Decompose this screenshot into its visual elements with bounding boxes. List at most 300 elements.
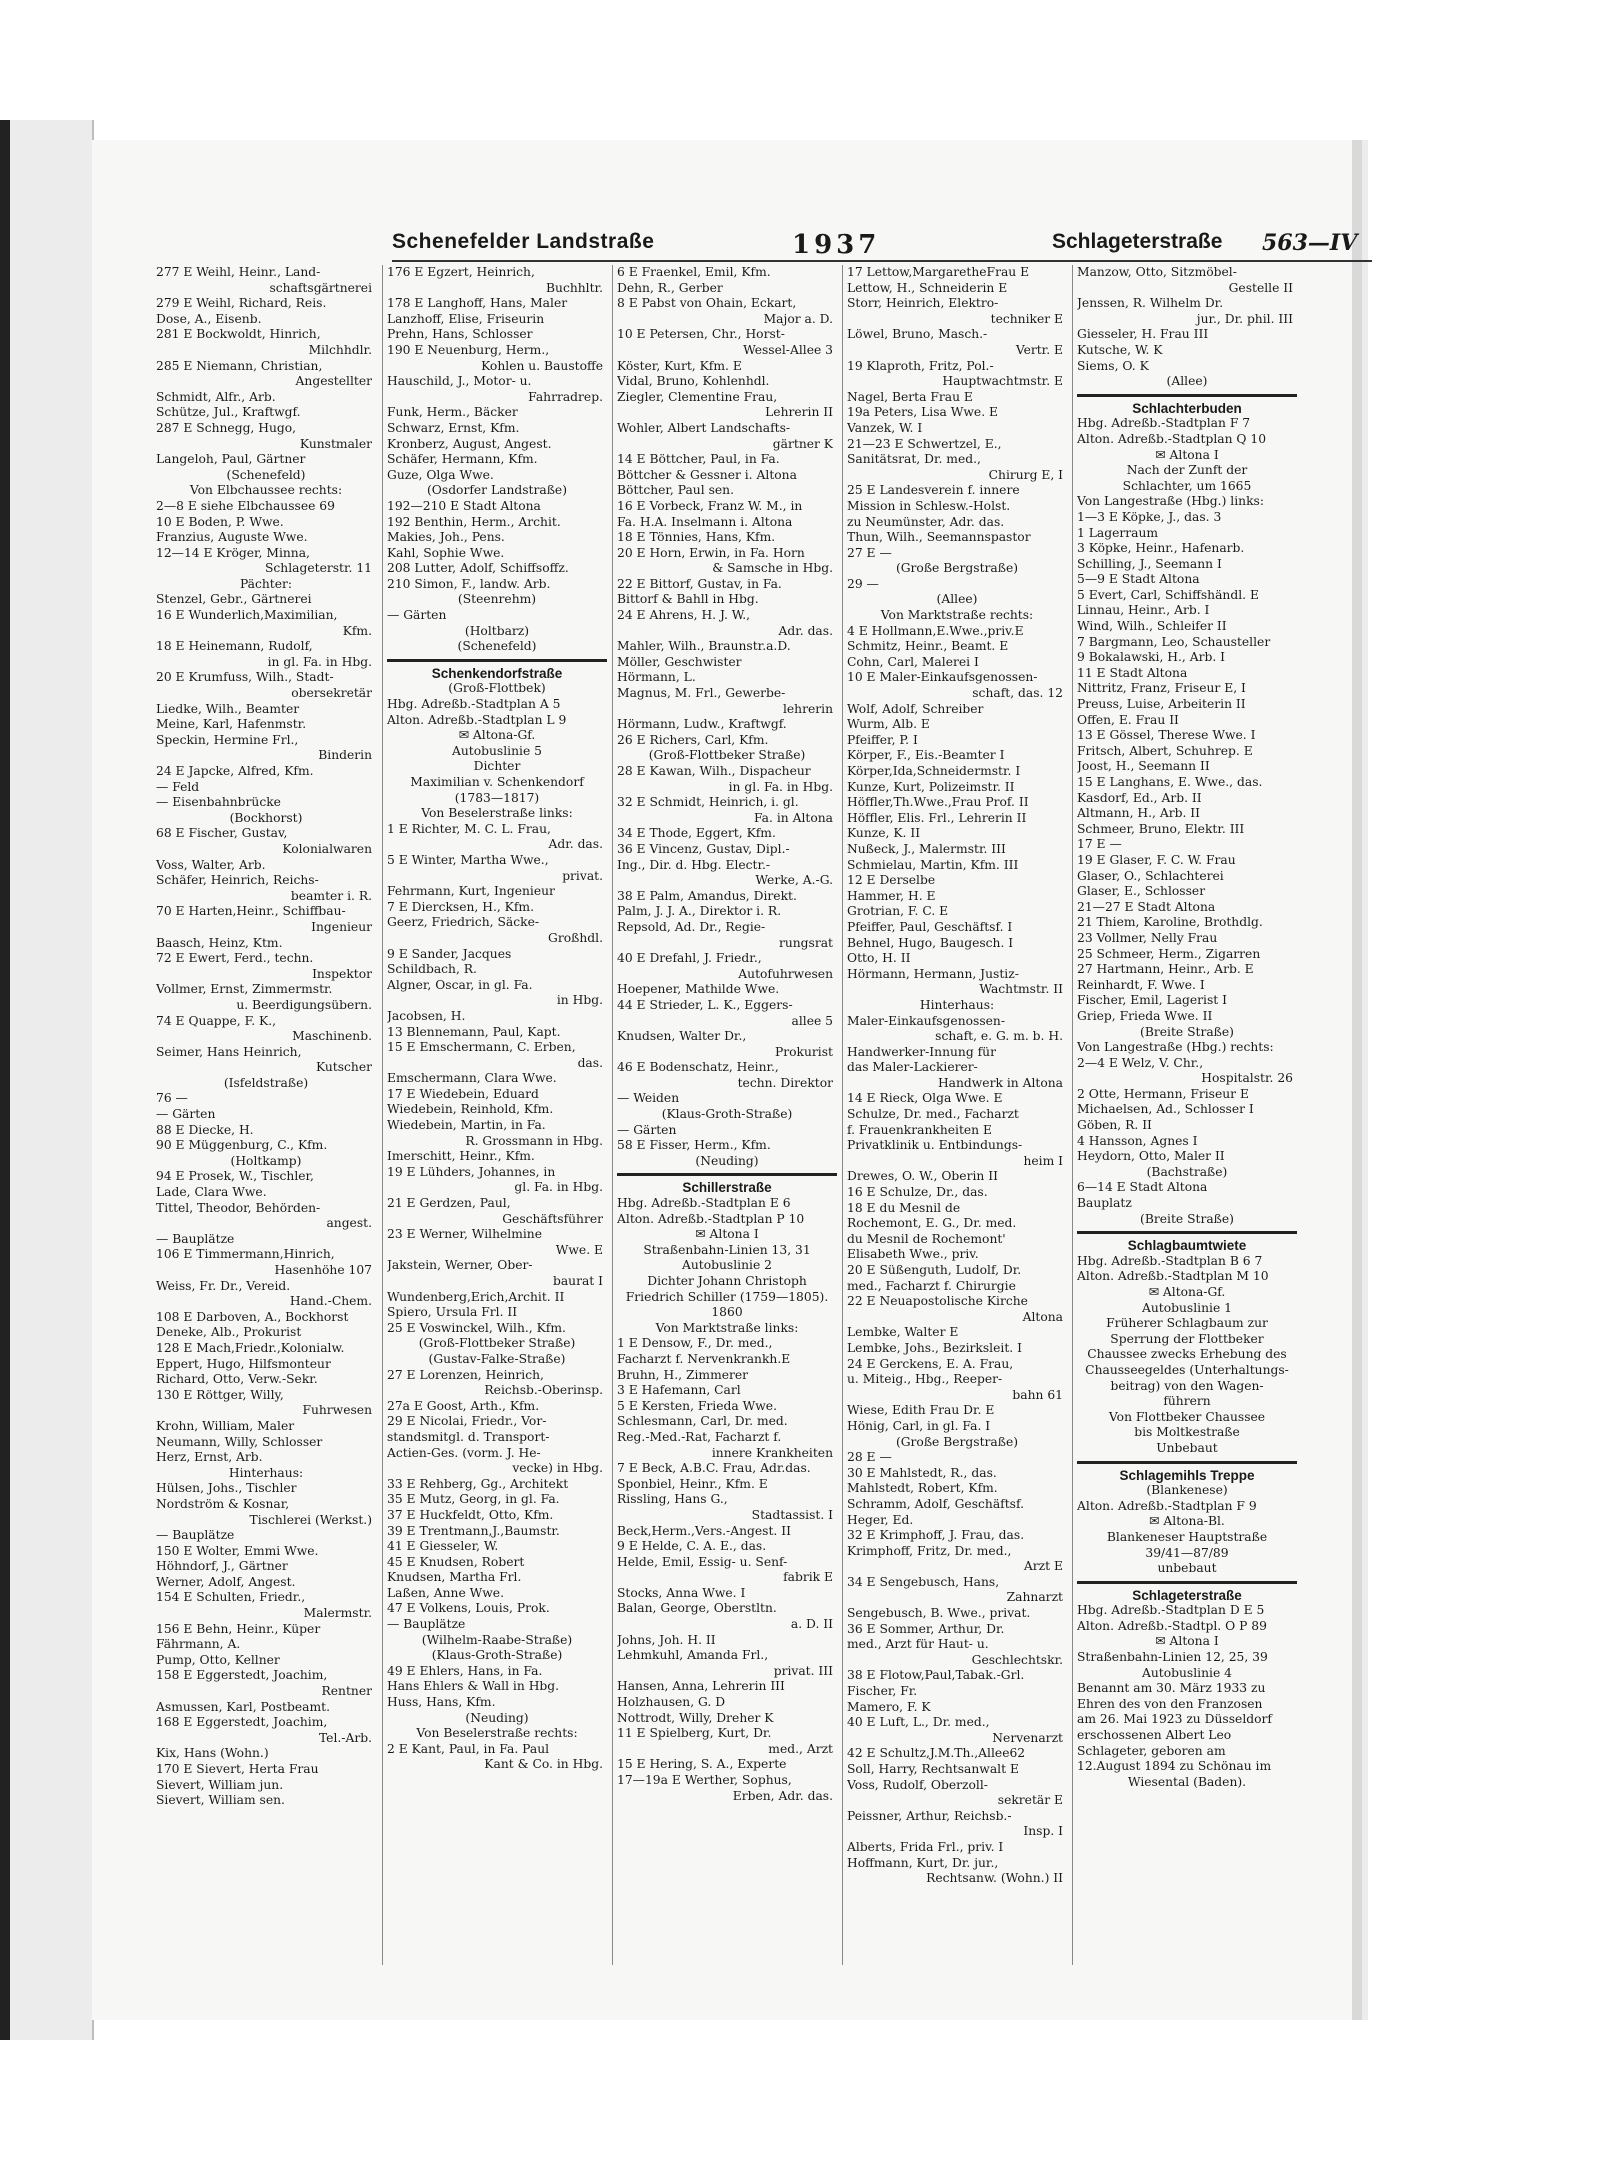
directory-line: 38 E Flotow,Paul,Tabak.-Grl. xyxy=(847,1668,1025,1683)
directory-line: Manzow, Otto, Sitzmöbel- xyxy=(1077,265,1237,279)
directory-line: (Steenrehm) xyxy=(457,592,537,607)
directory-line: unbebaut xyxy=(1157,1561,1217,1576)
directory-line: (Klaus-Groth-Straße) xyxy=(661,1107,793,1122)
directory-line: 9 E Helde, C. A. E., das. xyxy=(617,1539,767,1554)
directory-line: 74 E Quappe, F. K., xyxy=(156,1013,277,1028)
binding-shadow xyxy=(0,120,10,2040)
directory-line: Alton. Adreßb.-Stadtplan M 10 xyxy=(1077,1269,1269,1284)
directory-line: 210 Simon, F., landw. Arb. xyxy=(387,576,551,591)
directory-line: 21—23 E Schwertzel, E., xyxy=(847,436,1002,451)
header-street-from: Schenefelder Landstraße xyxy=(392,230,655,253)
directory-line: Von Marktstraße rechts: xyxy=(880,608,1034,623)
directory-line: Knudsen, Walter Dr., xyxy=(617,1029,747,1044)
directory-line: heim I xyxy=(1023,1153,1063,1168)
directory-line: — Gärten xyxy=(617,1122,677,1137)
directory-line: Huss, Hans, Kfm. xyxy=(387,1695,496,1710)
directory-line: allee 5 xyxy=(791,1013,833,1028)
directory-line: (Neuding) xyxy=(695,1153,759,1168)
directory-line: Hinterhaus: xyxy=(228,1465,304,1480)
directory-line: gärtner K xyxy=(772,436,833,451)
directory-line: Kronberz, August, Angest. xyxy=(387,436,552,451)
directory-line: Handwerk in Altona xyxy=(937,1075,1063,1090)
directory-line: Ehren des von den Franzosen xyxy=(1077,1696,1263,1711)
directory-line: Beck,Herm.,Vers.-Angest. II xyxy=(617,1523,791,1538)
directory-line: privat. xyxy=(562,868,603,883)
directory-line: Wiese, Edith Frau Dr. E xyxy=(847,1403,995,1418)
directory-line: ✉ Altona I xyxy=(695,1227,759,1242)
directory-line: Arzt E xyxy=(1023,1559,1063,1574)
directory-line: Rochemont, E. G., Dr. med. xyxy=(847,1216,1017,1231)
directory-line: Großhdl. xyxy=(548,930,603,945)
directory-line: 16 E Schulze, Dr., das. xyxy=(847,1185,988,1200)
directory-line: Angestellter xyxy=(295,374,372,389)
directory-line: 34 E Sengebusch, Hans, xyxy=(847,1574,1000,1589)
directory-line: 36 E Sommer, Arthur, Dr. xyxy=(847,1621,1005,1636)
directory-line: Imerschitt, Heinr., Kfm. xyxy=(387,1149,535,1164)
directory-line: ✉ Altona-Gf. xyxy=(1148,1285,1226,1299)
directory-line: 26 E Richers, Carl, Kfm. xyxy=(617,732,769,747)
directory-line: Kutsche, W. K xyxy=(1077,342,1163,357)
directory-line: bahn 61 xyxy=(1012,1387,1063,1402)
directory-line: Fahrradrep. xyxy=(528,389,603,404)
directory-line: Nagel, Berta Frau E xyxy=(847,389,973,404)
directory-line: Thun, Wilh., Seemannspastor xyxy=(847,530,1031,545)
directory-line: Geschäftsführer xyxy=(502,1211,603,1226)
directory-line: du Mesnil de Rochemont' xyxy=(847,1231,1006,1246)
directory-line: & Samsche in Hbg. xyxy=(712,561,833,576)
directory-line: Geerz, Friedrich, Säcke- xyxy=(387,915,540,930)
directory-line: Hörmann, Hermann, Justiz- xyxy=(847,966,1019,981)
directory-line: 178 E Langhoff, Hans, Maler xyxy=(387,296,568,311)
directory-line: Wind, Wilh., Schleifer II xyxy=(1077,619,1227,634)
directory-line: Krimphoff, Fritz, Dr. med., xyxy=(847,1543,1012,1558)
directory-line: Vidal, Bruno, Kohlenhdl. xyxy=(617,374,770,389)
directory-line: Körper,Ida,Schneidermstr. I xyxy=(847,764,1021,778)
directory-line: Körper, F., Eis.-Beamter I xyxy=(847,748,1005,763)
directory-line: 176 E Egzert, Heinrich, xyxy=(387,265,535,279)
directory-line: Vanzek, W. I xyxy=(847,420,923,435)
directory-line: — Bauplätze xyxy=(156,1231,235,1246)
directory-line: Kohlen u. Baustoffe xyxy=(481,358,603,373)
directory-line: Mission in Schlesw.-Holst. xyxy=(847,498,1011,513)
directory-line: Schlachter, um 1665 xyxy=(1122,478,1252,493)
directory-line: angest. xyxy=(326,1216,372,1231)
directory-line: Offen, E. Frau II xyxy=(1077,712,1179,727)
directory-line: 8 E Pabst von Ohain, Eckart, xyxy=(617,296,797,311)
directory-line: 154 E Schulten, Friedr., xyxy=(156,1590,306,1605)
directory-line: Alton. Adreßb.-Stadtpl. O P 89 xyxy=(1077,1618,1267,1633)
directory-line: erschossenen Albert Leo xyxy=(1077,1728,1232,1743)
directory-line: 19 E Lühders, Johannes, in xyxy=(387,1164,556,1179)
directory-line: 25 E Voswinckel, Wilh., Kfm. xyxy=(387,1320,566,1335)
directory-line: Holzhausen, G. D xyxy=(617,1695,726,1710)
header-page-number: 563—IV xyxy=(1262,230,1358,256)
directory-line: Binderin xyxy=(318,748,372,763)
directory-line: 158 E Eggerstedt, Joachim, xyxy=(156,1668,328,1683)
directory-line: Knudsen, Martha Frl. xyxy=(387,1570,522,1585)
directory-line: 279 E Weihl, Richard, Reis. xyxy=(156,296,327,311)
directory-line: Wessel-Allee 3 xyxy=(743,342,833,357)
directory-line: Möller, Geschwister xyxy=(617,654,742,669)
directory-line: Schmidt, Alfr., Arb. xyxy=(156,389,276,404)
directory-line: Mahlstedt, Robert, Kfm. xyxy=(847,1481,998,1496)
directory-line: Höffler, Elis. Frl., Lehrerin II xyxy=(847,810,1027,825)
directory-line: Autofuhrwesen xyxy=(738,966,833,981)
column-2 xyxy=(382,265,607,1965)
directory-line: Lembke, Walter E xyxy=(847,1325,959,1340)
directory-line: führern xyxy=(1163,1394,1211,1409)
directory-line: Fischer, Emil, Lagerist I xyxy=(1077,993,1228,1008)
directory-line: gl. Fa. in Hbg. xyxy=(514,1180,603,1195)
directory-line: u. Miteig., Hbg., Reeper- xyxy=(847,1372,1003,1387)
directory-line: 44 E Strieder, L. K., Eggers- xyxy=(617,997,793,1012)
directory-line: Schlageterstr. 11 xyxy=(265,561,372,576)
directory-line: 192 Benthin, Herm., Archit. xyxy=(387,514,561,529)
directory-line: innere Krankheiten xyxy=(711,1445,833,1460)
directory-line: sekretär E xyxy=(997,1793,1063,1808)
directory-line: Giesseler, H. Frau III xyxy=(1077,327,1209,342)
directory-line: 24 E Ahrens, H. J. W., xyxy=(617,608,751,623)
directory-line: 22 E Neuapostolische Kirche xyxy=(847,1294,1028,1309)
directory-line: Sengebusch, B. Wwe., privat. xyxy=(847,1606,1031,1621)
directory-line: Fritsch, Albert, Schuhrep. E xyxy=(1077,743,1253,758)
directory-line: Geschlechtskr. xyxy=(971,1652,1063,1667)
directory-line: 58 E Fisser, Herm., Kfm. xyxy=(617,1138,771,1153)
directory-line: 27a E Goost, Arth., Kfm. xyxy=(387,1398,540,1413)
directory-line: 1 E Densow, F., Dr. med., xyxy=(617,1336,773,1351)
directory-line: Fa. H.A. Inselmann i. Altona xyxy=(617,514,793,529)
directory-line: 27 E Lorenzen, Heinrich, xyxy=(387,1367,544,1382)
directory-line: Stocks, Anna Wwe. I xyxy=(617,1585,746,1600)
directory-line: Soll, Harry, Rechtsanwalt E xyxy=(847,1762,1019,1776)
directory-line: 12.August 1894 zu Schönau im xyxy=(1077,1759,1272,1774)
directory-line: Erben, Adr. das. xyxy=(732,1788,833,1803)
directory-line: Asmussen, Karl, Postbeamt. xyxy=(156,1699,330,1714)
directory-line: — Eisenbahnbrücke xyxy=(156,795,281,810)
directory-line: (Groß-Flottbeker Straße) xyxy=(418,1336,576,1351)
directory-line: Langeloh, Paul, Gärtner xyxy=(156,452,306,467)
directory-line: obersekretär xyxy=(291,686,372,701)
header-street-to: Schlageterstraße xyxy=(1052,230,1223,253)
directory-line: Kasdorf, Ed., Arb. II xyxy=(1077,790,1202,805)
directory-line: (Gustav-Falke-Straße) xyxy=(428,1351,566,1366)
directory-line: 33 E Rehberg, Gg., Architekt xyxy=(387,1476,569,1491)
directory-line: 41 E Giesseler, W. xyxy=(387,1539,499,1554)
directory-line: 19a Peters, Lisa Wwe. E xyxy=(847,405,998,420)
directory-line: Palm, J. J. A., Direktor i. R. xyxy=(617,904,782,919)
directory-line: Johns, Joh. H. II xyxy=(617,1632,716,1647)
directory-line: (Große Bergstraße) xyxy=(895,1434,1019,1449)
directory-line: med., Arzt xyxy=(768,1741,833,1756)
directory-page xyxy=(92,140,1362,2020)
directory-line: Kix, Hans (Wohn.) xyxy=(156,1746,269,1761)
directory-line: Inspektor xyxy=(312,966,372,981)
directory-line: Magnus, M. Frl., Gewerbe- xyxy=(617,686,786,701)
directory-line: 35 E Mutz, Georg, in gl. Fa. xyxy=(387,1492,560,1507)
directory-line: in gl. Fa. in Hbg. xyxy=(728,779,833,794)
header-rule xyxy=(392,260,1372,262)
directory-line: 16 E Wunderlich,Maximilian, xyxy=(156,608,338,623)
directory-line: 76 — xyxy=(156,1091,188,1106)
directory-line: Hoepener, Mathilde Wwe. xyxy=(617,982,780,997)
directory-line: Kahl, Sophie Wwe. xyxy=(387,545,505,560)
directory-line: Actien-Ges. (vorm. J. He- xyxy=(387,1445,541,1460)
directory-line: Hönig, Carl, in gl. Fa. I xyxy=(847,1418,991,1433)
directory-line: 4 E Hollmann,E.Wwe.,priv.E xyxy=(847,623,1024,638)
directory-line: Schmitz, Heinr., Beamt. E xyxy=(847,639,1009,654)
directory-line: Weiss, Fr. Dr., Vereid. xyxy=(156,1278,291,1293)
directory-line: 20 E Krumfuss, Wilh., Stadt- xyxy=(156,670,334,685)
directory-line: Höhndorf, J., Gärtner xyxy=(156,1559,288,1574)
directory-line: 2—8 E siehe Elbchaussee 69 xyxy=(156,498,335,513)
street-heading: Schlagbaumtwiete xyxy=(1077,1231,1297,1254)
directory-line: Hammer, H. E xyxy=(847,888,936,903)
directory-line: zu Neumünster, Adr. das. xyxy=(847,514,1005,529)
directory-line: Lanzhoff, Elise, Friseurin xyxy=(387,311,545,326)
directory-line: 281 E Bockwoldt, Hinrich, xyxy=(156,327,321,342)
directory-line: 18 E Heinemann, Rudolf, xyxy=(156,639,313,654)
directory-line: 11 E Spielberg, Kurt, Dr. xyxy=(617,1726,772,1741)
directory-line: Wiedebein, Reinhold, Kfm. xyxy=(387,1102,554,1117)
directory-line: Schmeer, Bruno, Elektr. III xyxy=(1077,821,1245,836)
directory-line: 23 E Werner, Wilhelmine xyxy=(387,1227,542,1242)
directory-line: 21 E Gerdzen, Paul, xyxy=(387,1196,511,1211)
directory-line: Unbebaut xyxy=(1156,1440,1218,1455)
directory-line: (Breite Straße) xyxy=(1140,1211,1234,1226)
directory-line: Schlageter, geboren am xyxy=(1077,1743,1226,1758)
directory-line: 18 E Tönnies, Hans, Kfm. xyxy=(617,530,776,545)
directory-line: das Maler-Lackierer- xyxy=(847,1060,978,1075)
directory-line: Laßen, Anne Wwe. xyxy=(387,1585,504,1600)
directory-line: in Hbg. xyxy=(556,993,603,1008)
directory-line: Autobuslinie 5 xyxy=(452,743,542,758)
directory-line: 208 Lutter, Adolf, Schiffsoffz. xyxy=(387,561,569,576)
directory-line: 15 E Emschermann, C. Erben, xyxy=(387,1040,576,1055)
column-5 xyxy=(1072,265,1297,1965)
directory-line: 22 E Bittorf, Gustav, in Fa. xyxy=(617,576,782,591)
directory-line: Benannt am 30. März 1933 zu xyxy=(1077,1681,1266,1696)
directory-line: Insp. I xyxy=(1023,1824,1063,1839)
directory-line: 32 E Krimphoff, J. Frau, das. xyxy=(847,1528,1025,1543)
directory-line: Emschermann, Clara Wwe. xyxy=(387,1071,557,1086)
directory-line: — Weiden xyxy=(617,1091,680,1106)
directory-line: Wachtmstr. II xyxy=(979,982,1063,997)
directory-line: Dehn, R., Gerber xyxy=(617,280,723,295)
directory-line: 29 — xyxy=(847,576,879,591)
directory-line: Hörmann, Ludw., Kraftwgf. xyxy=(617,717,787,732)
directory-line: 23 Vollmer, Nelly Frau xyxy=(1077,930,1218,945)
directory-line: Hbg. Adreßb.-Stadtplan E 6 xyxy=(617,1196,791,1211)
directory-line: Joost, H., Seemann II xyxy=(1077,759,1210,774)
directory-line: Hinterhaus: xyxy=(919,997,995,1012)
directory-line: Hansen, Anna, Lehrerin III xyxy=(617,1679,785,1694)
directory-line: 11 E Stadt Altona xyxy=(1077,665,1188,680)
directory-line: Privatklinik u. Entbindungs- xyxy=(847,1138,1023,1153)
directory-line: Preuss, Luise, Arbeiterin II xyxy=(1077,697,1246,712)
directory-line: Krohn, William, Maler xyxy=(156,1418,295,1433)
directory-line: Hasenhöhe 107 xyxy=(274,1263,372,1277)
directory-line: Alton. Adreßb.-Stadtplan Q 10 xyxy=(1077,431,1267,446)
directory-line: Drewes, O. W., Oberin II xyxy=(847,1169,998,1184)
directory-line: 1 E Richter, M. C. L. Frau, xyxy=(387,821,551,836)
directory-line: Rissling, Hans G., xyxy=(617,1492,728,1507)
directory-line: ✉ Altona I xyxy=(1155,1634,1219,1649)
directory-line: 30 E Mahlstedt, R., das. xyxy=(847,1465,997,1480)
directory-line: Hülsen, Johs., Tischler xyxy=(156,1481,297,1496)
directory-line: Griep, Frieda Wwe. II xyxy=(1077,1008,1213,1023)
directory-line: ✉ Altona-Gf. xyxy=(458,728,536,743)
directory-line: Straßenbahn-Linien 13, 31 xyxy=(643,1242,811,1257)
directory-line: 34 E Thode, Eggert, Kfm. xyxy=(617,826,776,841)
directory-line: 12 E Derselbe xyxy=(847,873,936,888)
directory-line: Fischer, Fr. xyxy=(847,1684,918,1699)
directory-line: 2 Otte, Hermann, Friseur E xyxy=(1077,1086,1249,1101)
directory-line: Stenzel, Gebr., Gärtnerei xyxy=(156,592,312,607)
directory-line: 21—27 E Stadt Altona xyxy=(1077,899,1216,914)
directory-line: ✉ Altona-Bl. xyxy=(1149,1514,1225,1529)
directory-line: Glaser, O., Schlachterei xyxy=(1077,868,1224,883)
directory-line: 17—19a E Werther, Sophus, xyxy=(617,1773,792,1787)
directory-line: Alton. Adreßb.-Stadtplan P 10 xyxy=(617,1211,805,1226)
directory-line: 45 E Knudsen, Robert xyxy=(387,1554,525,1569)
directory-line: Kunstmaler xyxy=(299,436,372,451)
directory-line: Autobuslinie 1 xyxy=(1142,1300,1232,1315)
directory-line: beitrag) von den Wagen- xyxy=(1110,1378,1264,1393)
directory-line: 9 E Sander, Jacques xyxy=(387,946,512,961)
directory-line: 40 E Drefahl, J. Friedr., xyxy=(617,951,762,966)
directory-line: Seimer, Hans Heinrich, xyxy=(156,1044,302,1059)
directory-line: 16 E Vorbeck, Franz W. M., in xyxy=(617,498,803,513)
directory-line: 15 E Langhans, E. Wwe., das. xyxy=(1077,775,1263,789)
directory-line: Sievert, William jun. xyxy=(156,1777,284,1792)
directory-line: (Holtbarz) xyxy=(464,623,530,638)
directory-line: (Breite Straße) xyxy=(1140,1024,1234,1039)
directory-line: schaft, das. 12 xyxy=(972,686,1063,701)
directory-line: ✉ Altona I xyxy=(1155,447,1219,462)
directory-line: Kant & Co. in Hbg. xyxy=(484,1757,603,1772)
directory-line: 12—14 E Kröger, Minna, xyxy=(156,545,310,560)
directory-line: Ziegler, Clementine Frau, xyxy=(617,389,778,404)
directory-line: 13 Blennemann, Paul, Kapt. xyxy=(387,1024,561,1039)
directory-line: Göben, R. II xyxy=(1077,1118,1152,1133)
column-4 xyxy=(842,265,1067,1965)
directory-line: Makies, Joh., Pens. xyxy=(387,530,505,545)
directory-line: (Holtkamp) xyxy=(230,1153,302,1168)
directory-line: Werner, Adolf, Angest. xyxy=(156,1574,296,1589)
directory-line: 5—9 E Stadt Altona xyxy=(1077,572,1200,587)
directory-line: Hauschild, J., Motor- u. xyxy=(387,374,532,389)
directory-line: Alberts, Frida Frl., priv. I xyxy=(847,1839,1004,1854)
directory-line: (Große Bergstraße) xyxy=(895,561,1019,576)
directory-line: Lettow, H., Schneiderin E xyxy=(847,280,1008,295)
directory-line: 20 E Horn, Erwin, in Fa. Horn xyxy=(617,545,805,560)
directory-line: 27 E — xyxy=(847,545,892,560)
directory-line: in gl. Fa. in Hbg. xyxy=(267,654,372,669)
directory-line: Fuhrwesen xyxy=(302,1403,372,1418)
directory-line: Schilling, J., Seemann I xyxy=(1077,556,1222,571)
directory-line: Hauptwachtmstr. E xyxy=(942,374,1063,389)
directory-line: 285 E Niemann, Christian, xyxy=(156,358,323,373)
directory-line: Schwarz, Ernst, Kfm. xyxy=(387,420,520,435)
directory-line: Siems, O. K xyxy=(1077,358,1149,373)
directory-line: Von Beselerstraße rechts: xyxy=(416,1726,578,1741)
directory-line: Alton. Adreßb.-Stadtplan F 9 xyxy=(1077,1498,1257,1513)
directory-line: Sanitätsrat, Dr. med., xyxy=(847,452,981,467)
directory-line: Werke, A.-G. xyxy=(755,873,833,888)
directory-line: Mahler, Wilh., Braunstr.a.D. xyxy=(617,639,791,654)
directory-line: Deneke, Alb., Prokurist xyxy=(156,1325,302,1340)
directory-line: Eppert, Hugo, Hilfsmonteur xyxy=(156,1356,331,1371)
directory-line: Linnau, Heinr., Arb. I xyxy=(1077,603,1210,618)
directory-line: Höffler,Th.Wwe.,Frau Prof. II xyxy=(847,795,1029,810)
directory-line: (Groß-Flottbeker Straße) xyxy=(648,748,806,763)
directory-line: Schäfer, Hermann, Kfm. xyxy=(387,452,538,467)
directory-line: Nußeck, J., Malermstr. III xyxy=(847,841,1006,856)
directory-line: 4 Hansson, Agnes I xyxy=(1077,1133,1198,1148)
directory-line: Tischlerei (Werkst.) xyxy=(249,1512,372,1527)
directory-line: 25 Schmeer, Herm., Zigarren xyxy=(1077,946,1261,961)
directory-line: Sponbiel, Heinr., Kfm. E xyxy=(617,1476,768,1491)
directory-line: Schulze, Dr. med., Facharzt xyxy=(847,1107,1019,1122)
directory-line: Schütze, Jul., Kraftwgf. xyxy=(156,405,301,420)
directory-line: Neumann, Willy, Schlosser xyxy=(156,1434,323,1449)
directory-line: Lehmkuhl, Amanda Frl., xyxy=(617,1648,769,1663)
directory-line: 168 E Eggerstedt, Joachim, xyxy=(156,1715,328,1730)
directory-line: 277 E Weihl, Heinr., Land- xyxy=(156,265,321,279)
directory-line: 5 E Winter, Martha Wwe., xyxy=(387,852,549,867)
directory-line: 130 E Röttger, Willy, xyxy=(156,1387,284,1402)
directory-line: 190 E Neuenburg, Herm., xyxy=(387,342,550,357)
directory-line: Herz, Ernst, Arb. xyxy=(156,1450,263,1465)
directory-line: Major a. D. xyxy=(763,311,833,326)
directory-line: a. D. II xyxy=(790,1617,833,1632)
directory-line: (Isfeldstraße) xyxy=(223,1075,309,1090)
directory-line: 19 E Glaser, F. C. W. Frau xyxy=(1077,852,1236,867)
directory-line: Kolonialwaren xyxy=(282,841,372,856)
directory-line: 39 E Trentmann,J.,Baumstr. xyxy=(387,1523,560,1538)
directory-line: am 26. Mai 1923 zu Düsseldorf xyxy=(1077,1712,1272,1727)
directory-line: fabrik E xyxy=(783,1570,833,1585)
directory-line: vecke) in Hbg. xyxy=(512,1461,603,1476)
directory-line: Maximilian v. Schenkendorf xyxy=(410,775,584,789)
directory-line: 17 E Wiedebein, Eduard xyxy=(387,1086,539,1101)
directory-line: Wiesental (Baden). xyxy=(1127,1774,1247,1789)
directory-line: Löwel, Bruno, Masch.- xyxy=(847,327,988,342)
directory-line: Sievert, William sen. xyxy=(156,1793,285,1808)
directory-line: Prehn, Hans, Schlosser xyxy=(387,327,533,342)
directory-line: Wwe. E xyxy=(555,1242,603,1257)
directory-line: Pfeiffer, Paul, Geschäftsf. I xyxy=(847,919,1013,934)
directory-line: 156 E Behn, Heinr., Küper xyxy=(156,1621,321,1636)
directory-line: lehrerin xyxy=(782,701,833,716)
directory-line: Rentner xyxy=(321,1684,372,1699)
directory-line: Fährmann, A. xyxy=(156,1637,241,1652)
directory-line: Lembke, Johs., Bezirksleit. I xyxy=(847,1340,1022,1355)
directory-line: — Feld xyxy=(156,779,200,794)
directory-line: 10 E Petersen, Chr., Horst- xyxy=(617,327,785,342)
directory-line: Schildbach, R. xyxy=(387,962,477,977)
directory-line: 24 E Japcke, Alfred, Kfm. xyxy=(156,764,314,778)
directory-line: Meine, Karl, Hafenmstr. xyxy=(156,717,307,732)
directory-line: 17 E — xyxy=(1077,837,1122,852)
directory-line: 94 E Prosek, W., Tischler, xyxy=(156,1169,314,1184)
directory-line: 29 E Nicolai, Friedr., Vor- xyxy=(387,1414,547,1429)
directory-line: — Bauplätze xyxy=(387,1617,466,1632)
directory-line: 15 E Hering, S. A., Experte xyxy=(617,1757,787,1772)
directory-line: Nittritz, Franz, Friseur E, I xyxy=(1077,681,1246,696)
running-header xyxy=(272,230,1372,270)
directory-line: Rechtsanw. (Wohn.) II xyxy=(926,1871,1063,1886)
